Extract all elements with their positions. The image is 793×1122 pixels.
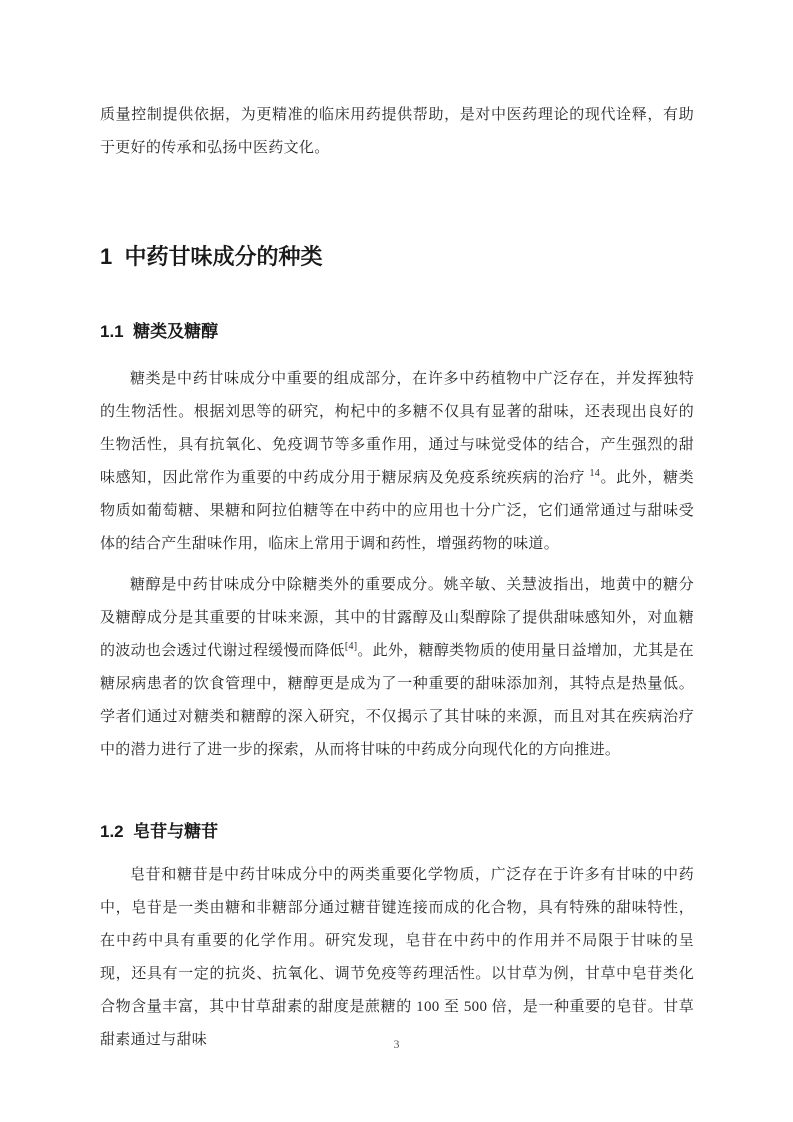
paragraph-sugars [100, 363, 694, 561]
paragraph-sugar-alcohols-text-cont: 。此外，糖醇类物质的使用量日益增加，尤其是在糖尿病患者的饮食管理中，糖醇更是成为了一种重要的甜味添加剂，其特点是热量低。学者们通过对糖类和糖醇的深入研究，不仅揭示了其甘味的来源，而且对其在疾病治疗中的潜力进行了进一步的探索，从而将甘味的中药成分向现代化的方向推进。 [100, 643, 694, 758]
page-number: 3 [393, 1037, 400, 1051]
citation-superscript-4: [4] [344, 641, 358, 652]
paragraph-sugar-alcohols [100, 569, 694, 767]
paragraph-saponins: 皂苷和糖苷是中药甘味成分中的两类重要化学物质，广泛存在于许多有甘味的中药中，皂苷是一类由糖和非糖部分通过糖苷键连接而成的化合物，具有特殊的甜味特性，在中药中具有重要的化学作用。研究发现，皂苷在中药中的作用并不局限于甘味的呈现，还具有一定的抗炎、抗氧化、调节免疫等药理活性。以甘草为例，甘草中皂苷类化合物含量丰富，其中甘草甜素的甜度是蔗糖的 100 至 500 倍，是一种重要的皂苷。甘草甜素通过与甜味 [100, 867, 694, 1048]
section-heading-1-1: 1.1 糖类及糖醇 [100, 322, 219, 341]
paragraph-sugars-text-cont: 。此外，糖类物质如葡萄糖、果糖和阿拉伯糖等在中药中的应用也十分广泛，它们通常通过与甜味受体的结合产生甜味作用，临床上常用于调和药性，增强药物的味道。 [100, 470, 694, 552]
citation-superscript-14: 14 [589, 468, 601, 479]
paragraph-sugars-text: 糖类是中药甘味成分中重要的组成部分，在许多中药植物中广泛存在，并发挥独特的生物活性。根据刘思等的研究，枸杞中的多糖不仅具有显著的甜味，还表现出良好的生物活性，具有抗氧化、免疫调节等多重作用，通过与味觉受体的结合，产生强烈的甜味感知，因此常作为重要的中药成分用于糖尿病及免疫系统疾病的治疗 [100, 371, 694, 486]
paragraph-sugar-alcohols-text: 糖醇是中药甘味成分中除糖类外的重要成分。姚辛敏、关慧波指出，地黄中的糖分及糖醇成分是其重要的甘味来源，其中的甘露醇及山梨醇除了提供甜味感知外，对血糖的波动也会透过代谢过程缓慢而降低 [100, 577, 694, 659]
section-heading-1-2: 1.2 皂苷与糖苷 [100, 822, 219, 841]
section-heading-1: 1 中药甘味成分的种类 [100, 244, 323, 269]
intro-paragraph: 质量控制提供依据，为更精准的临床用药提供帮助，是对中医药理论的现代诠释，有助于更好的传承和弘扬中医药文化。 [100, 107, 694, 156]
